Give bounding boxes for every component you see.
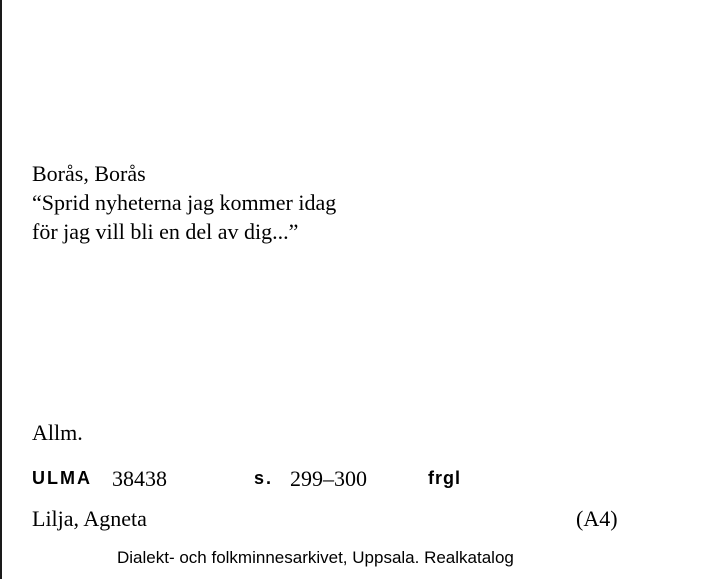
page-range: 299–300: [290, 466, 367, 491]
type-code: frgl: [428, 468, 461, 488]
archive-number: 38438: [112, 466, 167, 491]
card-left-edge: [0, 0, 2, 579]
title-line-place: Borås, Borås: [32, 161, 146, 186]
reference-row: [32, 466, 672, 494]
title-line-quote-2: för jag vill bli en del av dig...”: [32, 219, 299, 244]
page-label: s.: [254, 468, 274, 488]
title-line-quote-1: “Sprid nyheterna jag kommer idag: [32, 190, 337, 215]
card-title-block: [32, 159, 336, 246]
archive-footer: Dialekt- och folkminnesarkivet, Uppsala. Realkatalog: [117, 548, 514, 567]
author-name: Lilja, Agneta: [32, 506, 147, 531]
format-code: (A4): [576, 506, 618, 531]
archive-label: ULMA: [32, 468, 92, 488]
category-label: Allm.: [32, 420, 83, 445]
